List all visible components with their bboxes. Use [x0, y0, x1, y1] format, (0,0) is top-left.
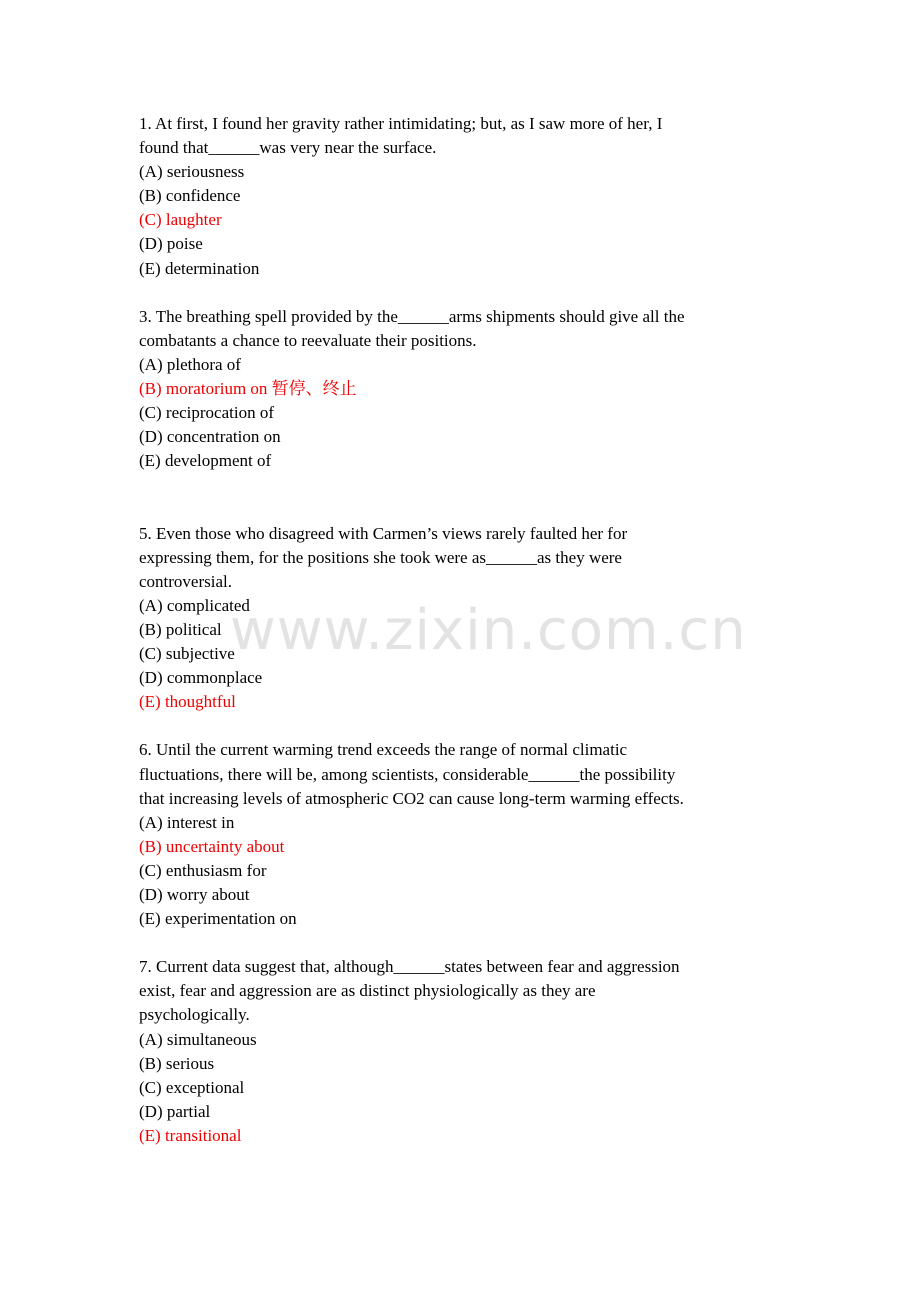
- answer-option-d: (D) commonplace: [139, 668, 263, 688]
- answer-option-b: (B) political: [139, 619, 222, 639]
- answer-option-c-correct: (C) laughter: [139, 210, 222, 230]
- answer-option-c: (C) enthusiasm for: [139, 860, 267, 880]
- answer-option-a: (A) simultaneous: [139, 1029, 257, 1049]
- question-stem-line: 5. Even those who disagreed with Carmen’s views rarely faulted her for: [139, 523, 628, 543]
- question-stem-line: expressing them, for the positions she took were as______as they were: [139, 547, 622, 567]
- question-stem-line: 6. Until the current warming trend exceeds the range of normal climatic: [139, 740, 628, 760]
- question-stem-line: controversial.: [139, 571, 232, 591]
- answer-option-b-correct: (B) uncertainty about: [139, 836, 285, 856]
- question-stem-line: combatants a chance to reevaluate their positions.: [139, 330, 477, 350]
- question-stem-line: psychologically.: [139, 1005, 250, 1025]
- answer-option-d: (D) worry about: [139, 885, 250, 904]
- question-3: [139, 305, 749, 474]
- answer-option-e-correct: (E) transitional: [139, 1125, 242, 1145]
- answer-option-b: (B) serious: [139, 1053, 215, 1073]
- question-stem-line: 1. At first, I found her gravity rather intimidating; but, as I saw more of her, I: [139, 114, 663, 133]
- watermark: www.zixin.com.cn: [230, 598, 747, 663]
- answer-option-d: (D) concentration on: [139, 427, 281, 447]
- spacer: [139, 281, 749, 305]
- answer-option-a: (A) plethora of: [139, 354, 241, 374]
- answer-option-e: (E) experimentation on: [139, 909, 297, 929]
- answer-option-e: (E) determination: [139, 258, 260, 278]
- question-stem-line: 7. Current data suggest that, although______states between fear and aggression: [139, 957, 680, 977]
- question-1: [139, 112, 749, 281]
- answer-option-a: (A) seriousness: [139, 162, 245, 182]
- question-5: [139, 522, 749, 715]
- answer-option-e: (E) development of: [139, 451, 272, 471]
- question-7: [139, 955, 749, 1148]
- answer-option-b: (B) confidence: [139, 186, 241, 206]
- answer-option-a: (A) interest in: [139, 812, 235, 832]
- spacer: [139, 714, 749, 738]
- answer-option-c: (C) reciprocation of: [139, 403, 274, 423]
- answer-option-d: (D) poise: [139, 234, 203, 254]
- answer-option-b-correct: (B) moratorium on 暂停、终止: [139, 379, 357, 399]
- answer-option-a: (A) complicated: [139, 595, 250, 615]
- question-stem-line: 3. The breathing spell provided by the______arms shipments should give all the: [139, 306, 685, 326]
- question-stem-line: fluctuations, there will be, among scientists, considerable______the possibility: [139, 764, 676, 784]
- question-stem-line: that increasing levels of atmospheric CO2 can cause long-term warming effects.: [139, 788, 684, 808]
- answer-option-e-correct: (E) thoughtful: [139, 692, 236, 712]
- question-stem-line: exist, fear and aggression are as distinct physiologically as they are: [139, 981, 596, 1001]
- answer-option-c: (C) subjective: [139, 644, 235, 664]
- question-stem-line: found that______was very near the surface.: [139, 138, 437, 158]
- question-6: [139, 738, 749, 931]
- answer-option-c: (C) exceptional: [139, 1077, 245, 1097]
- spacer: [139, 931, 749, 955]
- answer-option-d: (D) partial: [139, 1101, 211, 1121]
- spacer: [139, 473, 749, 521]
- document-body: [139, 112, 749, 1148]
